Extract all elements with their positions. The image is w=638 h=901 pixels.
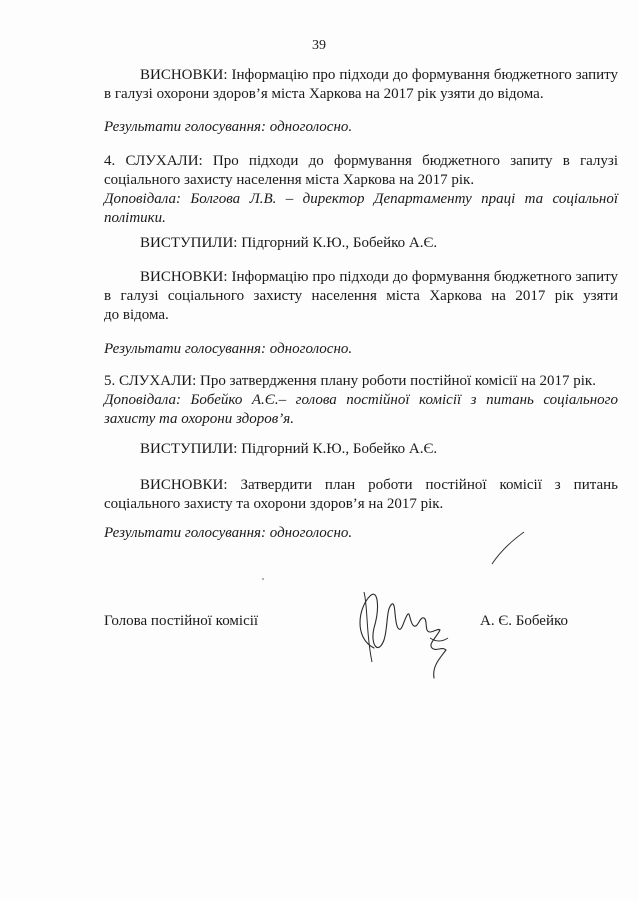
text-line: ВИСНОВКИ: Інформацію про підходи до формування бюджетного запиту — [140, 269, 618, 285]
speakers-item-5 — [104, 440, 618, 459]
conclusions-work-plan — [104, 476, 618, 514]
text-line: до відома. — [104, 307, 169, 323]
text-line: в галузі охорони здоров’я міста Харкова на 2017 рік узяти до відома. — [104, 86, 544, 102]
rapporteur-line: політики. — [104, 210, 166, 226]
scan-speck — [262, 578, 264, 580]
text-line: 5. СЛУХАЛИ: Про затвердження плану роботи постійної комісії на 2017 рік. — [104, 373, 596, 389]
agenda-item-4 — [104, 152, 618, 228]
voting-result — [104, 340, 618, 359]
rapporteur-line: Доповідала: Болгова Л.В. – директор Департаменту праці та соціальної — [104, 191, 618, 207]
conclusions-social-protection — [104, 268, 618, 325]
speakers-item-4 — [104, 234, 618, 253]
rapporteur-line: Доповідала: Бобейко А.Є.– голова постійної комісії з питань соціального — [104, 392, 618, 408]
signatory-title: Голова постійної комісії — [104, 613, 259, 629]
signatory-name: А. Є. Бобейко — [480, 613, 568, 629]
text-line: в галузі соціального захисту населення міста Харкова на 2017 рік узяти — [104, 288, 618, 304]
voting-result — [104, 118, 618, 137]
text-line: ВИСТУПИЛИ: Підгорний К.Ю., Бобейко А.Є. — [140, 441, 438, 457]
text-line: Результати голосування: одноголосно. — [104, 341, 353, 357]
text-line: Результати голосування: одноголосно. — [104, 525, 353, 541]
pen-stroke-mark — [488, 528, 528, 568]
handwritten-signature — [344, 578, 464, 688]
rapporteur-line: захисту та охорони здоров’я. — [104, 411, 294, 427]
text-line: соціального захисту населення міста Харкова на 2017 рік. — [104, 172, 475, 188]
voting-result — [104, 524, 618, 543]
text-line: соціального захисту та охорони здоров’я на 2017 рік. — [104, 496, 444, 512]
page-number: 39 — [312, 38, 326, 53]
text-line: 4. СЛУХАЛИ: Про підходи до формування бюджетного запиту в галузі — [104, 153, 618, 169]
text-line: ВИСНОВКИ: Інформацію про підходи до формування бюджетного запиту — [140, 67, 618, 83]
text-line: Результати голосування: одноголосно. — [104, 119, 353, 135]
conclusions-health-care — [104, 66, 618, 104]
text-line: ВИСТУПИЛИ: Підгорний К.Ю., Бобейко А.Є. — [140, 235, 438, 251]
text-line: ВИСНОВКИ: Затвердити план роботи постійної комісії з питань — [140, 477, 618, 493]
agenda-item-5 — [104, 372, 618, 429]
